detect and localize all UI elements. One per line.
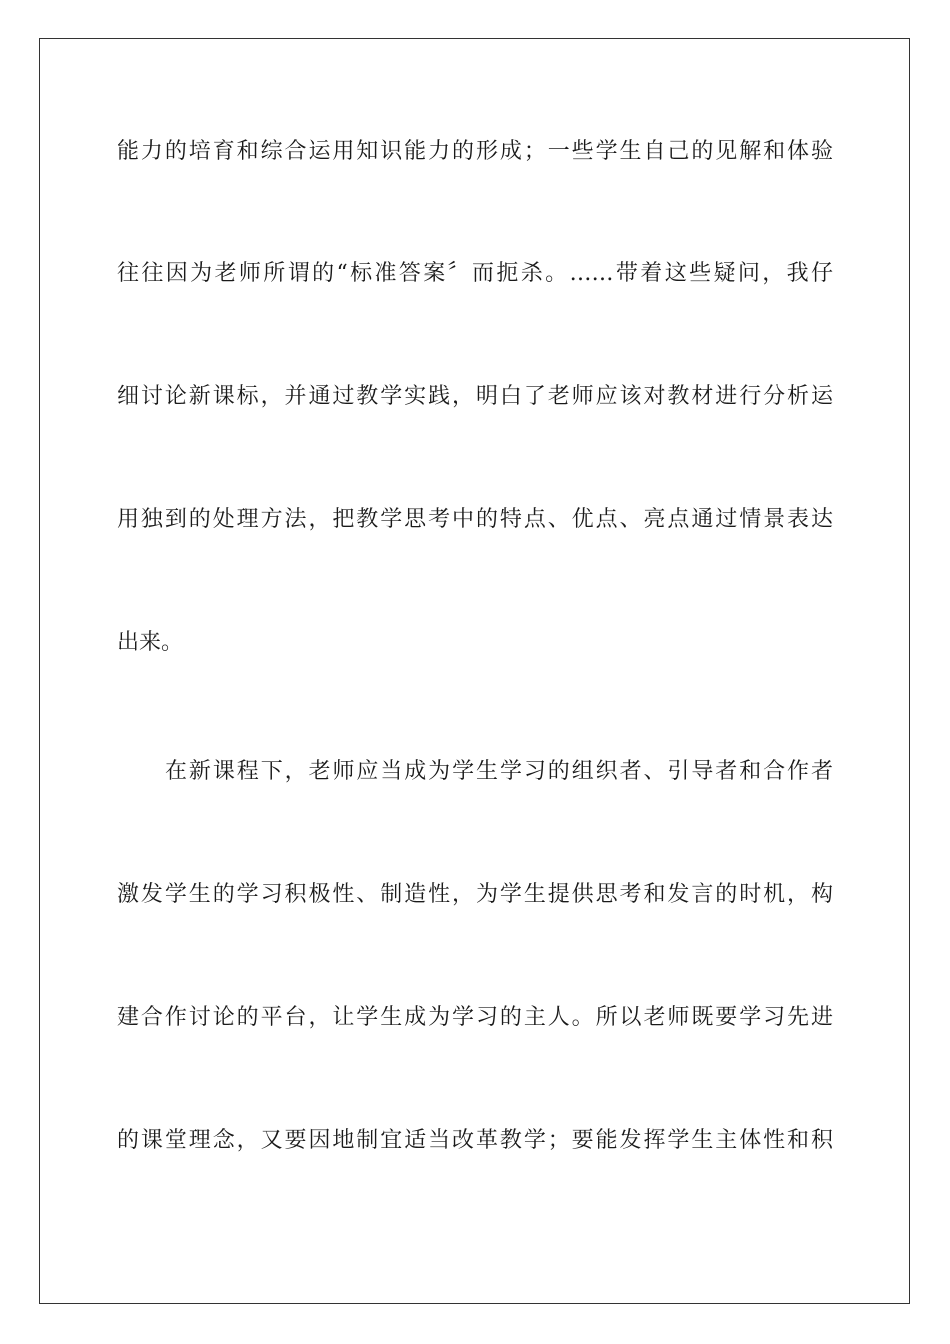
text-line-3: 细讨论新课标，并通过教学实践，明白了老师应该对教材进行分析运	[117, 384, 833, 409]
text-line-1: 能力的培育和综合运用知识能力的形成；一些学生自己的见解和体验	[117, 139, 833, 164]
text-line-7: 激发学生的学习积极性、制造性，为学生提供思考和发言的时机，构	[117, 882, 833, 907]
text-line-8: 建合作讨论的平台，让学生成为学习的主人。所以老师既要学习先进	[117, 1005, 833, 1030]
text-line-9: 的课堂理念，又要因地制宜适当改革教学；要能发挥学生主体性和积	[117, 1128, 833, 1153]
text-line-4: 用独到的处理方法，把教学思考中的特点、优点、亮点通过情景表达	[117, 507, 833, 532]
text-line-2: 往往因为老师所谓的“标准答案〞而扼杀。……带着这些疑问，我仔	[117, 261, 833, 286]
text-line-5: 出来。	[117, 630, 184, 655]
text-line-6: 在新课程下，老师应当成为学生学习的组织者、引导者和合作者	[165, 759, 833, 784]
page-border	[39, 38, 910, 1304]
